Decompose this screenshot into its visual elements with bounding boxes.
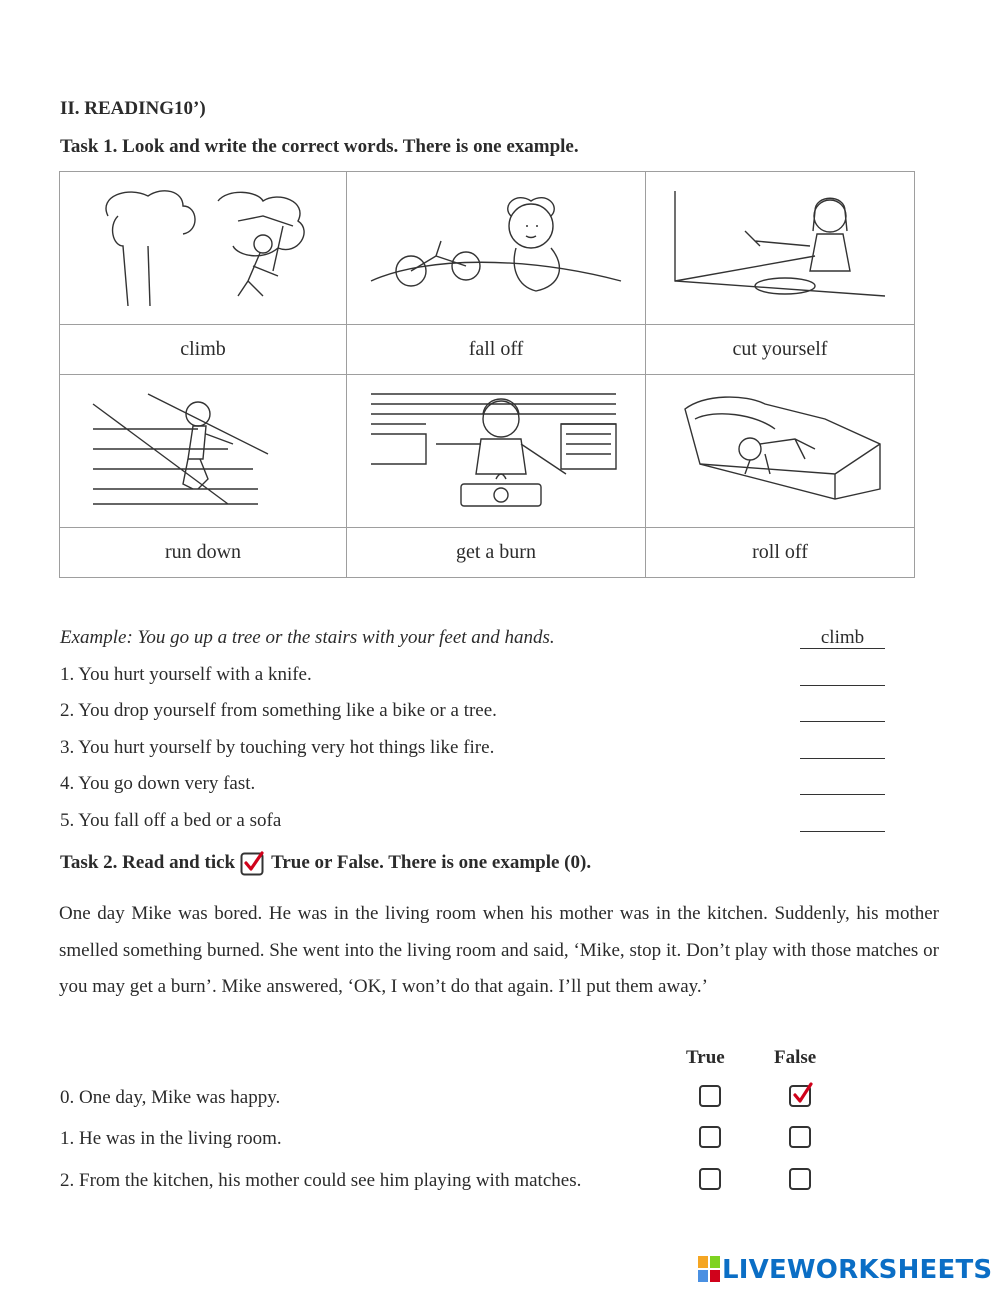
false-checkbox-0[interactable] (789, 1085, 811, 1107)
picture-cell-roll-off (646, 375, 915, 528)
section-title: II. READING10’) (60, 98, 206, 119)
question-5: 5. You fall off a bed or a sofa (60, 810, 282, 831)
false-checkbox-2[interactable] (789, 1168, 811, 1190)
cut-yourself-illustration (665, 186, 895, 311)
picture-cell-fall-off (347, 172, 646, 325)
word-run-down: run down (60, 528, 347, 578)
picture-cell-run-down (60, 375, 347, 528)
get-a-burn-illustration (366, 389, 626, 514)
picture-cell-cut-yourself (646, 172, 915, 325)
fall-off-illustration (366, 186, 626, 311)
false-checkbox-1[interactable] (789, 1126, 811, 1148)
true-checkbox-2[interactable] (699, 1168, 721, 1190)
example-question: Example: You go up a tree or the stairs with your feet and hands. (60, 627, 555, 648)
example-answer: climb (800, 627, 885, 649)
picture-cell-get-a-burn (347, 375, 646, 528)
answer-input-2[interactable] (800, 700, 885, 722)
question-3: 3. You hurt yourself by touching very hot things like fire. (60, 737, 495, 758)
word-roll-off: roll off (646, 528, 915, 578)
logo-text: LIVEWORKSHEETS (722, 1255, 993, 1285)
picture-cell-climb (60, 172, 347, 325)
question-4: 4. You go down very fast. (60, 773, 256, 794)
check-icon (792, 1082, 814, 1106)
statement-0: 0. One day, Mike was happy. (60, 1087, 281, 1108)
run-down-illustration (88, 389, 318, 514)
liveworksheets-logo (698, 1255, 992, 1285)
logo-blocks-icon (698, 1256, 722, 1284)
task2-title (60, 850, 591, 876)
word-climb: climb (60, 325, 347, 375)
picture-table (59, 171, 915, 578)
word-cut-yourself: cut yourself (646, 325, 915, 375)
climb-illustration (88, 186, 318, 311)
task2-title-start: Task 2. Read and tick (60, 852, 236, 873)
question-2: 2. You drop yourself from something like a bike or a tree. (60, 700, 497, 721)
reading-passage: One day Mike was bored. He was in the living room when his mother was in the kitchen. Suddenly, his mother smelled something burned. She went into the living room and said, ‘Mike, stop it. Don’t play with those matches or you may get a burn’. Mike answered, ‘OK, I won’t do that again. I’ll put them away.’ (59, 903, 939, 998)
answer-input-5[interactable] (800, 810, 885, 832)
true-checkbox-0[interactable] (699, 1085, 721, 1107)
true-checkbox-1[interactable] (699, 1126, 721, 1148)
tick-icon (240, 850, 266, 876)
answer-input-1[interactable] (800, 664, 885, 686)
word-get-a-burn: get a burn (347, 528, 646, 578)
false-header: False (774, 1047, 817, 1068)
word-fall-off: fall off (347, 325, 646, 375)
task2-title-end: True or False. There is one example (0). (271, 852, 592, 873)
answer-input-3[interactable] (800, 737, 885, 759)
statement-2: 2. From the kitchen, his mother could see him playing with matches. (60, 1170, 582, 1191)
question-1: 1. You hurt yourself with a knife. (60, 664, 312, 685)
task1-title: Task 1. Look and write the correct words. There is one example. (60, 136, 579, 157)
answer-input-4[interactable] (800, 773, 885, 795)
statement-1: 1. He was in the living room. (60, 1128, 282, 1149)
true-header: True (686, 1047, 725, 1068)
roll-off-illustration (665, 389, 895, 514)
